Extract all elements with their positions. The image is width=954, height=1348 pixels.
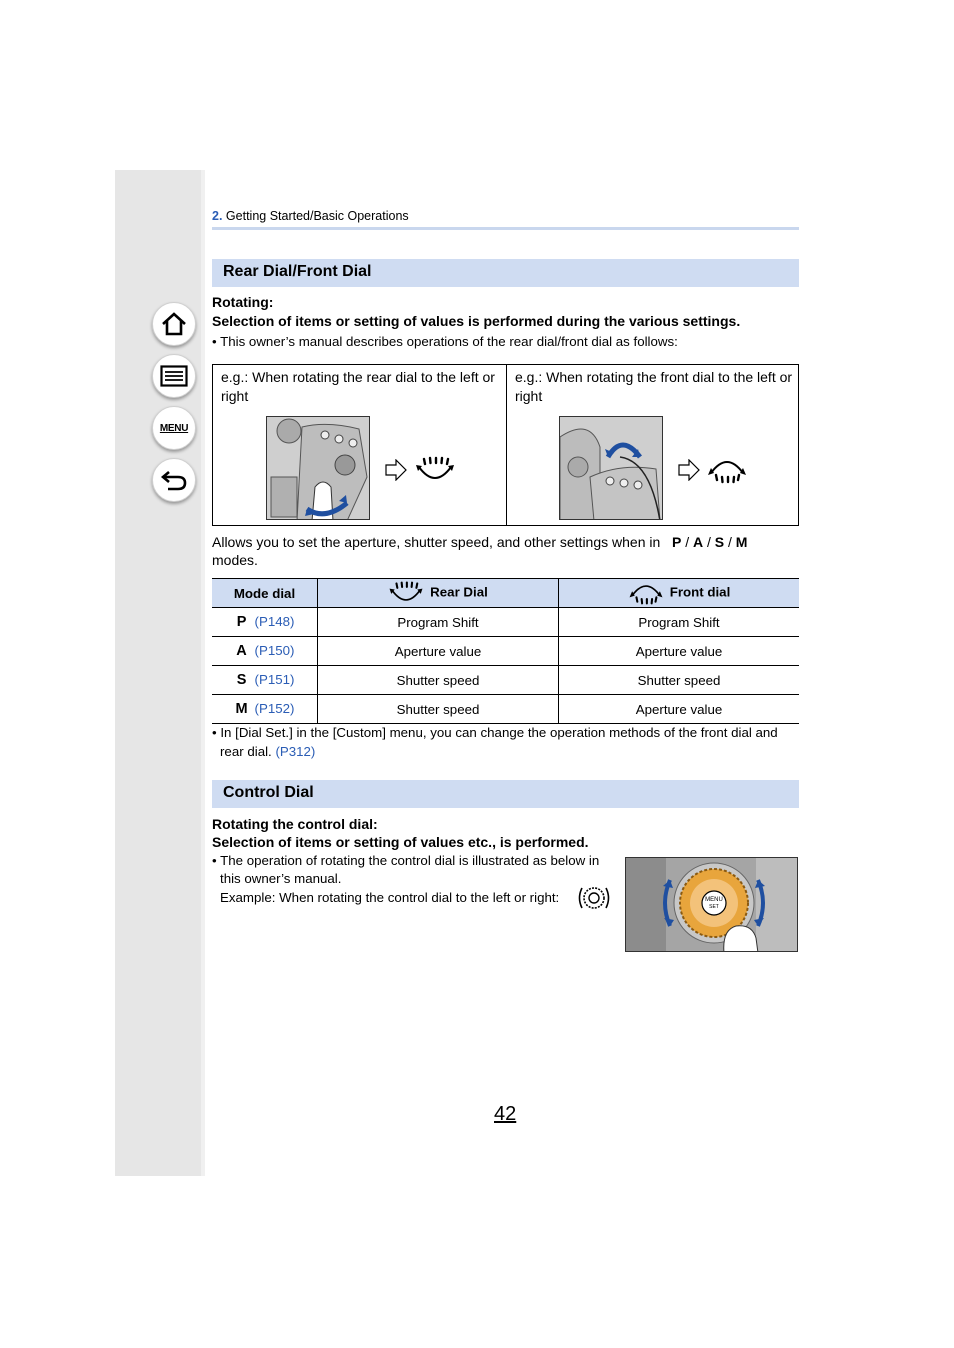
table-row bbox=[212, 608, 799, 637]
mode-separator: / bbox=[728, 534, 732, 550]
page-link-p312[interactable]: (P312) bbox=[275, 744, 316, 759]
menu-button[interactable] bbox=[152, 406, 196, 450]
mode-dial-table bbox=[212, 578, 799, 724]
header-mode-dial: Mode dial bbox=[212, 579, 318, 608]
example-divider bbox=[506, 365, 507, 525]
mode-a-icon: A bbox=[236, 643, 247, 659]
dial-center-label: MENU bbox=[705, 897, 723, 903]
table-row bbox=[212, 695, 799, 724]
section-title: Control Dial bbox=[223, 784, 314, 801]
rear-dial-rotate-icon bbox=[415, 455, 455, 485]
page-link-p152[interactable]: (P152) bbox=[254, 701, 295, 716]
dial-bullet-note: • This owner’s manual describes operations of the rear dial/front dial as follows: bbox=[212, 334, 678, 349]
control-dial-icon bbox=[577, 885, 611, 911]
mode-cell bbox=[212, 695, 318, 724]
control-dial-label: Rotating the control dial: bbox=[212, 816, 378, 832]
mode-a-icon: A bbox=[692, 534, 704, 550]
mode-m-icon: M bbox=[235, 701, 248, 717]
control-dial-illustration bbox=[625, 857, 798, 952]
front-dial-cell: Aperture value bbox=[559, 637, 800, 666]
mode-p-icon: P bbox=[236, 614, 247, 630]
mode-cell bbox=[212, 608, 318, 637]
page-link-p151[interactable]: (P151) bbox=[254, 672, 295, 687]
table-row bbox=[212, 637, 799, 666]
section-header-rear-front-dial bbox=[212, 259, 799, 287]
section-title: Rear Dial/Front Dial bbox=[223, 263, 372, 280]
back-button[interactable] bbox=[152, 458, 196, 502]
front-dial-rotate-icon bbox=[628, 580, 664, 606]
mode-s-icon: S bbox=[714, 534, 725, 550]
rotating-description: Selection of items or setting of values is performed during the various settings. bbox=[212, 313, 741, 329]
rear-dial-cell: Aperture value bbox=[318, 637, 559, 666]
table-row bbox=[212, 666, 799, 695]
mode-p-icon: P bbox=[671, 534, 682, 550]
breadcrumb-text: Getting Started/Basic Operations bbox=[225, 209, 409, 223]
dial-center-sub: SET bbox=[709, 904, 719, 910]
dial-set-note-cont bbox=[220, 744, 315, 759]
rotating-label: Rotating: bbox=[212, 294, 274, 310]
rear-dial-rotate-icon bbox=[388, 580, 424, 606]
header-rear-dial-label: Rear Dial bbox=[430, 584, 488, 600]
header-rule bbox=[212, 227, 799, 230]
page-number: 42 bbox=[494, 1103, 517, 1125]
dial-set-note-text: rear dial. bbox=[220, 744, 272, 759]
control-dial-description: Selection of items or setting of values etc., is performed. bbox=[212, 834, 589, 850]
rear-dial-cell: Shutter speed bbox=[318, 666, 559, 695]
right-arrow-icon bbox=[385, 459, 407, 481]
front-dial-cell: Shutter speed bbox=[559, 666, 800, 695]
example-front-text: e.g.: When rotating the front dial to the left or right bbox=[515, 369, 793, 404]
control-dial-example: Example: When rotating the control dial to the left or right: bbox=[220, 890, 560, 905]
contents-button[interactable] bbox=[152, 354, 196, 398]
mode-separator: / bbox=[706, 534, 711, 550]
page-link-p150[interactable]: (P150) bbox=[254, 643, 295, 658]
dial-set-note: • In [Dial Set.] in the [Custom] menu, you can change the operation methods of the front dial and bbox=[212, 725, 778, 740]
table-header-row bbox=[212, 579, 799, 608]
back-arrow-icon bbox=[160, 468, 188, 492]
menu-button-label: MENU bbox=[159, 422, 189, 434]
right-arrow-icon bbox=[678, 459, 700, 481]
front-dial-camera-illustration bbox=[559, 416, 663, 520]
mode-cell bbox=[212, 637, 318, 666]
rear-dial-cell: Shutter speed bbox=[318, 695, 559, 724]
header-rear-dial bbox=[318, 579, 559, 608]
header-front-dial bbox=[559, 579, 800, 608]
mode-s-icon: S bbox=[236, 672, 247, 688]
front-dial-cell: Program Shift bbox=[559, 608, 800, 637]
modes-description-end: modes. bbox=[212, 552, 258, 568]
mode-m-icon: M bbox=[735, 534, 748, 550]
mode-cell bbox=[212, 666, 318, 695]
breadcrumb bbox=[212, 209, 409, 223]
control-dial-bullet: • The operation of rotating the control dial is illustrated as below in bbox=[212, 853, 600, 868]
list-icon bbox=[160, 365, 188, 387]
example-rear-text: e.g.: When rotating the rear dial to the left or right bbox=[221, 369, 495, 404]
home-button[interactable] bbox=[152, 302, 196, 346]
front-dial-cell: Aperture value bbox=[559, 695, 800, 724]
rear-dial-cell: Program Shift bbox=[318, 608, 559, 637]
header-front-dial-label: Front dial bbox=[669, 584, 731, 600]
home-icon bbox=[160, 311, 188, 337]
section-header-control-dial bbox=[212, 780, 799, 808]
front-dial-rotate-icon bbox=[707, 455, 747, 485]
modes-description bbox=[212, 534, 747, 550]
mode-separator: / bbox=[685, 534, 690, 550]
modes-description-text: Allows you to set the aperture, shutter speed, and other settings when in bbox=[212, 534, 661, 550]
example-box bbox=[212, 364, 799, 526]
breadcrumb-number: 2. bbox=[212, 209, 223, 223]
page-link-p148[interactable]: (P148) bbox=[254, 614, 295, 629]
rear-dial-camera-illustration bbox=[266, 416, 370, 520]
control-dial-bullet-cont: this owner’s manual. bbox=[220, 871, 342, 886]
sidebar-edge bbox=[201, 170, 205, 1176]
